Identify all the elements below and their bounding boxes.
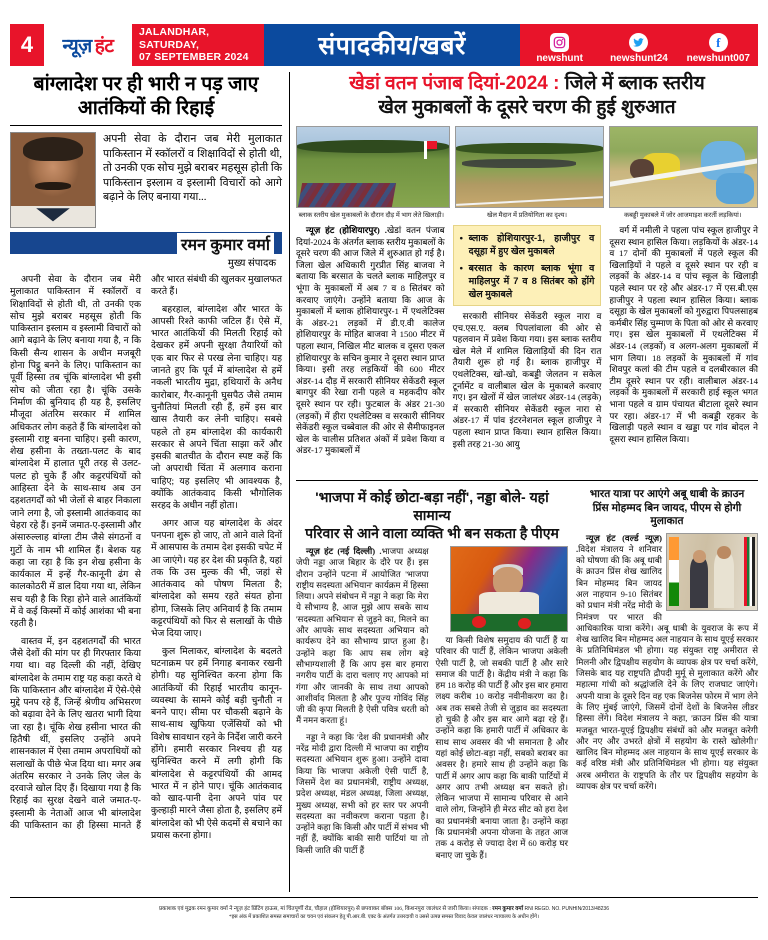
editorial-paragraph: वास्तव में, इन दहशतगर्दों की भारत जैसे देशों की मांग पर ही गिरफ्तार किया गया था। वह दिल्ली की नहीं, देखिए बांग्लादेश के तमाम राष्ट्र यह कहा करते थे कि पाकिस्तान और बांग्लादेश में ऐसे-ऐसे मुद्दे पनप रहे हैं, जिन्हें श्रेणीय अभिसरण को बढ़ावा देने के लिए खतरा भागी दिया जा रहा है। चूंकि शेख हसीना भारत की हितैषी थीं, इसलिए उन्होंने अपने शासनकाल में ऐसा तमाम अपराधियों को सलाखों के पीछे भेज दिया था। मगर अब अंतरिम सरकार ने उनके लिए जेल के दरवाजे खोल दिए हैं। दिखाया गया है कि रिहाई का सुरक्ष देखने वाले जमात-ए-इस्लामी के नेताओं आज भी बांग्लादेश की पाकिस्तान का ही हिस्सा मानते हैं और भारत संबंधी की खुलकर मुखालफत करते हैं।: [10, 274, 282, 831]
uae-story-body: [576, 533, 758, 793]
social-links: [520, 24, 758, 66]
highlight-item: • ब्लाक होशियारपुर-1, हाजीपुर व दसूहा में हुए खेल मुकाबले: [460, 231, 595, 257]
photo-flowers: [451, 614, 567, 631]
instagram-handle: newshunt: [536, 53, 583, 64]
nadda-column-1: [296, 546, 429, 866]
photo-person-crown-prince: [714, 553, 734, 608]
lead-headline-line1-rest: जिले में ब्लाक स्तरीय: [559, 73, 705, 94]
twitter-handle: newshunt24: [610, 53, 668, 64]
masthead: [10, 24, 758, 66]
photo-caption: ब्लाक स्तरीय खेल मुकाबलों के दौरान दौड़ में भाग लेते खिलाड़ी।: [298, 212, 445, 219]
uae-headline-line2: प्रिंस मोहम्मद बिन जायद, पीएम से होगी मुलाकात: [592, 501, 742, 527]
lead-headline-kicker: खेडां वतन पंजाब दियां-2024 :: [349, 73, 560, 94]
logo-text-hunt: हंट: [94, 36, 114, 57]
editorial-paragraph: अगर आज यह बांग्लादेश के अंदर पनपना शुरू हो जाए, तो आने वाले दिनों में आसपास के तमाम देश इसकी चपेट में आ जाएंगे। यह हर देश की प्रकृति है, यहां तक कि उस मुल्क की भी, जहां से आतंकवाद को पोषण मिलता है; बांग्लादेश को समय रहते संयत होना होगा, जिसके लिए अनिवार्य है कि तमाम कट्टरपंथियों को फिर से सलाखों के पीछे भेज दिया जाए।: [151, 517, 282, 639]
twitter-icon: [629, 33, 648, 52]
photo-crowd: [462, 159, 577, 168]
footer-rni-registration: RNI REGD. NO. PUNHIN/2013/48236: [524, 906, 609, 912]
dateline: न्यूज़ हंट (नई दिल्ली) .: [306, 546, 382, 556]
editorial-body: [10, 273, 282, 841]
uae-story: [576, 488, 758, 866]
lead-column-1: [296, 225, 445, 462]
lead-story: [296, 72, 758, 462]
facebook-icon: f: [709, 33, 728, 52]
editorial-author-role: मुख्य संपादक: [227, 258, 276, 269]
uae-story-headline: [576, 488, 758, 529]
photo-treeline: [456, 143, 603, 154]
photo-person-modi: [690, 558, 708, 608]
editor-portrait: [10, 132, 96, 228]
footer-divider: [10, 897, 758, 898]
photo-player-blue-2: [716, 173, 754, 203]
bottom-stories: [296, 488, 758, 866]
lead-column-1-text: खेडां वतन पंजाब दियां-2024 के अंतर्गत ब्लाक स्तरीय मुकाबलों के दूसरे चरण की आज जिले में शुरुआत हो गई है। जिला खेल अधिकारी गुरप्रीत सिंह बाजवा ने बताया कि बरसात के चलते ब्लाक माहिलपुर व भूंगा के मुकाबलों में अब 7 व 8 सितंबर को करवाए जाएंगे। उन्होंने बताया कि आज के मुकाबलों में ब्लाक होशियारपुर-1 में एथलेटिक्स के अंडर-21 लड़कों में डी.ए.वी कालेज होशियारपुर के मोहित बाजवा ने 1500 मीटर में पहला स्थान, निखिल मीट बालक व दूसरा एकल होशियारपुर के सचिन कुमार ने दूसरा स्थान प्राप्त किया। इसी तरह लड़कियों की 600 मीटर अंडर-14 दौड़ में सरकारी सीनियर सेकेंडरी स्कूल बागपुर की रेखा रानी पहले व महकदीप कौर दूसरे स्थान पर रही। फुटबाल के अंडर 21-30 (लड़कों) में हीरा एथलेटिक्स व सरकारी सीनियर सेकेंडरी स्कूल चब्बेवाल की ओर से सैमीफाइनल खेल के चालीस प्रतिशत अंकों में प्रवेश किया व अंडर-17 मुकाबलों में: [296, 225, 445, 456]
edition-date: [132, 24, 264, 66]
nadda-story-headline: [296, 488, 568, 542]
editorial-headline-line1: बांग्लादेश पर ही भारी न पड़ जाए: [33, 73, 259, 95]
portrait-moustache: [35, 182, 72, 190]
nadda-paragraph: नड्डा ने कहा कि 'देश की प्रधानमंत्री और नरेंद्र मोदी द्वारा दिल्ली में भाजपा का राष्ट्रीय सदस्यता अभियान शुरू हुआ। उन्होंने दावा किया कि भाजपा अकेली ऐसी पार्टी है, जिसमें देश का प्रधानमंत्री, राष्ट्रीय अध्यक्ष, प्रदेश अध्यक्ष, मंडल अध्यक्ष, जिला अध्यक्ष, मुख्य अध्यक्ष, सभी को हर स्तर पर अपनी सदस्यता का नवीकरण कराना पड़ता है। उन्होंने कहा कि किसी और पार्टी में संभव भी नहीं हैं, क्योंकि बाकी सारी पार्टियां या तो किसी जाति की पार्टी हैं: [296, 731, 429, 855]
lead-paragraph: वर्ग में नमीली ने पहला पांच स्कूल हाजीपुर ने दूसरा स्थान हासिल किया। लड़कियों के अंडर-14 व 17 दोनों की मुकाबलों में पहले स्कूल की खिलाड़ियों ने पहले व दूसरे स्थान पर रही व लड़कों के अंडर-14 व पांच स्कूल के खिलाड़ी पहले स्थान पर रहे और अंडर-17 में एस.बी.एस हाजीपुर ने पहला स्थान हासिल किया। ब्लाक दसूहा के खेल मुकाबलों को गुरुद्वारा पिपलसाहब कर्मबीर सिंह चुम्माण के पिता को ओर से करवाए गए। इस खेल मुकाबलों में एथलेटिक्स में अंडर-14 (लड़कों) व अलग-अलग मुकाबलों में भाग लिया। 18 लड़कों के मुकाबलों में गांव शिवपुर कलां की टीम पहले व दलबीरकाल की टीम दूसरे स्थान पर रही। वालीबाल अंडर-14 लड़कों के मुकाबलों में सरकारी हाई स्कूल भगत भाना पहले व ग्राम पंचायत बीटाला दूसरे स्थान पर रहा। अंडर-17 में भी कबड्डी रहकर के खिलाड़ी पहले स्थान व खड्डा पर गांव बोदल ने दूसरा स्थान हासिल किया।: [609, 225, 759, 444]
lead-headline-line2: खेल मुकाबलों के दूसरे चरण की हुई शुरुआत: [378, 97, 676, 118]
lead-column-3: [609, 225, 758, 462]
edition-date-line2: 07 SEPTEMBER 2024: [139, 51, 249, 64]
section-title: संपादकीय/खबरें: [264, 24, 520, 66]
highlight-item: • बरसात के कारण ब्लाक भूंगा व माहिलपुर में 7 व 8 सितंबर को होंगे खेल मुकाबले: [460, 261, 595, 300]
photo-flag: [424, 141, 427, 159]
highlights-box: [453, 225, 602, 306]
section-divider: [296, 480, 758, 481]
footer-line-1: [10, 905, 758, 913]
lead-story-headline: [296, 72, 758, 120]
uae-flag-icon: [744, 537, 756, 607]
nadda-headline-line1: 'भाजपा में कोई छोटा-बड़ा नहीं', नड्डा बोले- यहां सामान्य: [315, 489, 549, 523]
photo-track-lane: [456, 196, 603, 206]
editorial-headline: [10, 72, 282, 120]
page-number: 4: [10, 24, 44, 66]
editorial-paragraph: अपनी सेवा के दौरान जब मेरी मुलाकात पाकिस्तान में स्कॉलरों व शिक्षाविदों से होती थी, तो उनकी एक सोच मुझे बराबर महसूस होती कि पाकिस्तान इस्लाम व इस्लामी विचारों को आगे बढ़ाने के लिए बनाया गया है, न कि किसी सैन्य शासन के अधीन मजबूरी होना पिट्ठू बनने के लिए। पाकिस्तान का पूर्वी हिस्सा तब चूंकि बांग्लादेश भी इसी सोच को जीता रहा है। चूंकि उसके निर्माण की बुनियाद ही यह है, इसलिए मौजूदा अंतरिम सरकार में शामिल अधिकतर लोग कहते हैं कि बांग्लादेश को इस्लामी राष्ट्र बनना चाहिए। इसी कारण, शेख हसीना के तख्ता-पलट के बाद बांग्लादेश में हालात पूरी तरह से उलट-पलट हो चुके हैं और कट्टरपंथियों को आहिस्ता देने के साथ-साथ अब उन दहशतगर्दों को भी जेलों से बाहर निकाला जाने लगा है, जो इस्लामी आतंकवाद का चेहरा रहे हैं। इनमें जमात-ए-इस्लामी और अंसारुल्लाह बांग्ला टीम जैसे संगठनों व गुटों के नाम भी शामिल हैं। बेशक यह कहा जा रहा है कि इन शेख हसीना के कार्यकाल में इन्हें गैर-कानूनी ढंग से कालकोठरी में डाल दिया गया था, लेकिन सच यही है कि रिहा होने वाले आतंकियों में वे कई किस्मों में कोई आशंका भी बना रहती है।: [10, 274, 141, 629]
nadda-column-2: [436, 546, 569, 866]
nadda-press-photo: [450, 546, 568, 632]
editorial-standfirst: अपनी सेवा के दौरान जब मेरी मुलाकात पाकिस्तान में स्कॉलरों व शिक्षाविदों से होती थी, तो उनकी एक सोच मुझे बराबर महसूस होती कि पाकिस्तान इस्लाम व इस्लामी विचारों को आगे बढ़ाने के लिए बनाया गया...: [103, 133, 282, 204]
editorial-paragraph: कुल मिलाकर, बांग्लादेश के बदलते घटनाक्रम पर हमें निगाह बनाकर रखनी होगी। यह सुनिश्चित करना होगा कि आतंकियों की रिहाई भारतीय कानून-व्यवस्था के सामने कोई बड़ी चुनौती न बनने पाए। सीमा पर चौकसी बढ़ाने के साथ-साथ खुफिया एजेंसियों को भी विशेष सावधान रहने के निर्देश जारी करने होंगे। हमारी सरकार निश्चय ही यह सुनिश्चित करने में लगी होगी कि बांग्लादेश से कट्टरपंथियों की आमद भारत में न होने पाए। चूंकि आतंकवाद को खाद-पानी देना अपने पांव पर कुल्हाड़ी मारने जैसा होता है, इसलिए हमें बांग्लादेश को भी ऐसे कदमों से बचाने का प्रयास करना होगा।: [151, 645, 282, 841]
editorial-paragraph: बहरहाल, बांग्लादेश और भारत के आपसी रिश्ते काफी जटिल हैं। ऐसे में, भारत आतंकियों की मिलती रिहाई को देखकर हमें अपनी सुरक्षा तैयारियों को एक बार फिर से परख लेना चाहिए। यह जानते हुए कि पूर्व में बांग्लादेश से हमें नकली भारतीय मुद्रा, हथियारों के अनैध कारोबार, गैर-कानूनी घुसपैठ जैसे तमाम चुनौतियां मिलती रही हैं, हमें इस बार खास तैयारी कर लेनी चाहिए। सबसे पहले तो हम बांग्लादेश की कार्यकारी सरकार से अपने चिंता साझा करें और इसकी बातचीत के दौरान स्पष्ट कहें कि जो अपराधी चिंता में अलगाव कराना चाहिए; यह इसलिए भी आवश्यक है, क्योंकि आतंकवाद किसी भौगोलिक सरहद के अधीन नहीं होता।: [151, 303, 282, 511]
modi-uae-handshake-photo: [666, 533, 758, 611]
nadda-story-columns: [296, 546, 568, 866]
logo-text-news: न्यूज़: [62, 36, 92, 57]
footer-line-2: *इस अंक में प्रकाशित समस्त समाचारों का चयन एवं संकलन हेतु पी.आर.बी. एक्ट के अंतर्गत उत्तरदायी व उससे उत्पन्न समस्त विवाद केवल जालंधर न्यायालय के अधीन होंगे।: [228, 914, 540, 920]
photo-flower-red-1: [472, 616, 486, 628]
india-flag-icon: [669, 537, 679, 607]
athletics-race-photo: [296, 126, 450, 208]
editorial-headline-line2: आतंकियों की रिहाई: [77, 97, 215, 119]
uae-body-text: विदेश मंत्रालय ने शनिवार को घोषणा की कि अबू धाबी के क्राउन प्रिंस शेख खालिद बिन मोहम्मद बिन जायद अल नाहयान 9-10 सितंबर को प्रधान मंत्री नरेंद्र मोदी के निमंत्रण पर भारत की आधिकारिक यात्रा करेंगे। अबू धाबी के युवराज के रूप में शेख खालिद बिन मोहम्मद अल नाहयान के साथ यूएई सरकार के प्रतिनिधिमंडल भी होगा। यह संयुक्त राष्ट्र अमीरात से मिलनी और द्विपक्षीय सहयोग के व्यापक क्षेत्र पर चर्चा करेंगे, जिसके बाद यह राष्ट्रपति द्रौपदी मुर्मू से मुलाकात करेंगे और महात्मा गांधी को श्रद्धांजलि देने के लिए राजघाट जाएंगे। अपनी यात्रा के दूसरे दिन वह एक बिजनेस फोरम में भाग लेने के लिए मुंबई जाएंगे, जिसमें दोनों देशों के बिजनेस लीडर हिस्सा लेंगे। विदेश मंत्रालय ने कहा, 'क्राउन प्रिंस की यात्रा मजबूत भारत-यूएई द्विपक्षीय संबंधों को और मजबूत करेगी और नए और उभरते क्षेत्रों में सहयोग के रास्ते खोलेगी।' खालिद बिन मोहम्मद अल नाहयान के साथ यूएई सरकार के कई वरिष्ठ मंत्री और प्रतिनिधिमंडल भी होगा। यह संयुक्त अरब अमीरात के राष्ट्रपति के तौर पर द्विपक्षीय सहयोग के व्यापक क्षेत्र पर चर्चा करेंगे।: [576, 543, 758, 792]
highlights-list: [460, 231, 595, 300]
photo-caption: कबड्डी मुकाबले में जोर आजमाइश करतीं लड़कियां।: [624, 212, 742, 219]
editorial-rule: [10, 125, 282, 126]
editorial-intro-block: [10, 132, 282, 228]
lead-photo-captions: [296, 212, 758, 220]
footer-publisher-text: प्रकाशक एवं मुद्रक रमन कुमार वर्मा ने न्यूज़ हंट प्रिंटिंग हाऊस, मां चिंतपूर्णी रोड, चौहाल (होशियारपुर) से छपवाकर बॉक्स 106, किशनपुरा जालंधर से जारी किया। संपादक :: [159, 906, 493, 912]
social-twitter[interactable]: [601, 33, 677, 64]
photo-carpet: [298, 183, 396, 207]
editorial-column: [10, 72, 282, 841]
editorial-byline-bar: [10, 232, 282, 254]
photo-caption: खेल मैदान में प्रतियोगिता का दृश्य।: [487, 212, 567, 219]
lead-paragraph: सरकारी सीनियर सेकेंडरी स्कूल नारा व एच.एस.ए. क्लब पिपलांवाला की ओर से पहलवान में प्रवेश किया गया। इस ब्लाक स्तरीय खेल मेले में शामिल खिलाड़ियों की दिन रात तैयारी शुरू हो गई है। ब्लाक हाजीपुर में एथलेटिक्स, खो-खो, कबड्डी जेलतन न सकेल टूर्नामेंट व वालीबाल खेल के मुकाबले करवाए गए। इन खेलों में खेल जालंधर अंडर-14 (लड़के) में सरकारी सीनियर सेकेंडरी स्कूल नारा से अंडर-17 में पांव इंटरनेशनल स्कूल हाजीपुर ने पहला स्थान प्राप्त किया। स्थान हासिल किया। इसी तरह 21-30 आयु: [452, 311, 602, 449]
nadda-paragraph: या किसी विशेष समुदाय की पार्टी हैं या परिवार की पार्टी हैं, लेकिन भाजपा अकेली ऐसी पार्टी है, जो सबकी पार्टी है और सारे समाज की पार्टी है। केंद्रीय मंत्री ने कहा कि हम 18 करोड़ की पार्टी हैं और इस बार हमारा लक्ष्य करीब 10 करोड़ नवीनीकरण का है। अब तक सबसे तेजी से जुड़ाव का सदस्यता हो चुकी है और इस बार आगे बढ़ा रहे हैं। उन्होंने कहा कि हमारी पार्टी में अधिकार के साथ साथ अवसर की भी समानता है और यहां कोई छोटा-बड़ा नहीं, सबको बराबर का अवसर है। हमारे साथ ही उन्होंने कहा कि पार्टी में अगर आप कहा कि बाकी पार्टियों में अगर आप तभी अध्यक्ष बन सकते हो। लेकिन भाजपा में सामान्य परिवार से आने वाले लोग, जिन्होंने ही मेरठ सीट को हरा देश का प्रधानमंत्री बनाया जाता है। उन्होंने कहा कि प्रधानमंत्री अपना योजना के तहत आज तक 4 करोड़ से ज्यादा देश में 60 करोड़ घर बनाए जा चुके हैं।: [435, 635, 568, 860]
instagram-icon: [550, 33, 569, 52]
bottom-stories-row: [296, 488, 758, 866]
lead-paragraph: [296, 225, 445, 457]
lead-story-photo-row: [296, 126, 758, 208]
uae-headline-line1: भारत यात्रा पर आएंगे अबू धाबी के क्राउन: [589, 488, 745, 500]
portrait-hair: [23, 137, 83, 161]
social-instagram[interactable]: [522, 33, 598, 64]
nadda-story: [296, 488, 568, 866]
cross-country-photo: [455, 126, 604, 208]
column-divider-main: [289, 72, 290, 892]
nadda-headline-line2: परिवार से आने वाला व्यक्ति भी बन सकता है पीएम: [305, 525, 559, 541]
dateline: न्यूज़ हंट (वर्ल्ड न्यूज़) .: [576, 532, 662, 554]
footer-imprint: [10, 905, 758, 922]
footer-editor-name: रमन कुमार वर्मा: [492, 906, 524, 912]
nadda-column-1-text: भाजपा अध्यक्ष जेपी नड्डा आज बिहार के दौरे पर हैं। इस दौरान उन्होंने पटना में आयोजित 'भाजपा राष्ट्रीय सदस्यता अभियान' कार्यक्रम में हिस्सा लिया। अपने संबोधन में नड्डा ने कहा कि मेरा ये सौभाग्य है, आज मुझे आप सबके साथ 'सदस्यता अभियान' से जुड़ने का, मिलने का और आपके साथ सदस्यता अभियान को कार्यरूप देने का सौभाग्य प्राप्त हुआ है। उन्होंने कहा कि आप सब लोग बड़े सौभाग्यशाली हैं कि आप इस बार हमारा नगरीय पार्टी के दारा चलाए गए आपको मां गंगा और जानकी के साथ तथा आपको आशीर्वाद मिलता है और पूज्य गोविंद सिंह जी की कृपा मिलती है ऐसी पवित्र धरती को मैं नमन करता हूं।: [296, 546, 429, 726]
kabaddi-girls-photo: [609, 126, 758, 208]
social-facebook[interactable]: [680, 33, 756, 64]
lead-column-2: [453, 225, 602, 462]
newshunt-logo[interactable]: [44, 24, 132, 66]
lead-story-columns: [296, 225, 758, 462]
dateline: न्यूज़ हंट (होशियारपुर) .: [306, 225, 387, 235]
edition-date-line1: JALANDHAR, SATURDAY,: [139, 26, 210, 51]
nadda-paragraph: [296, 546, 429, 727]
facebook-handle: newshunt007: [686, 53, 750, 64]
editorial-author-name: रमन कुमार वर्मा: [177, 233, 274, 255]
